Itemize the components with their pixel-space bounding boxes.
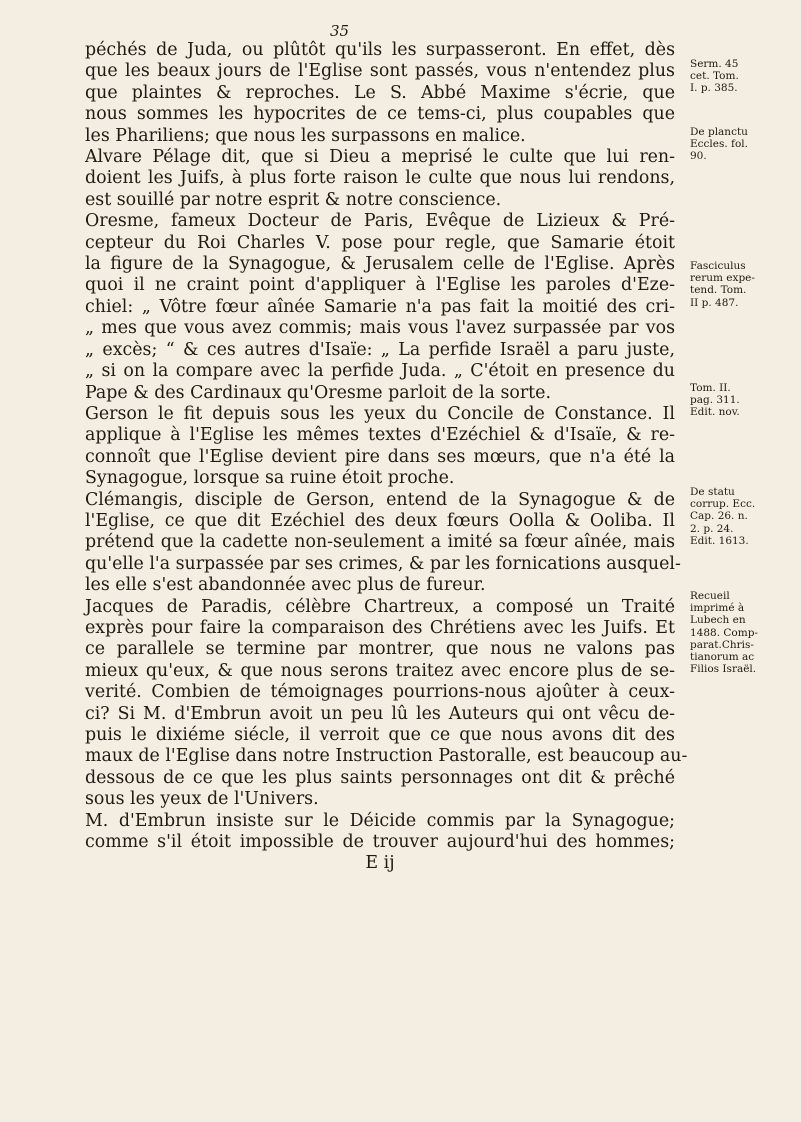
- text-line: les Phariliens; que nous les surpassons en malice.: [85, 125, 526, 146]
- margin-note-line: imprimé à: [690, 602, 745, 615]
- margin-note: [690, 260, 798, 309]
- margin-note: [690, 590, 798, 675]
- text-line: que plaintes & reproches. Le S. Abbé Maxime s'écrie, que: [85, 82, 675, 103]
- margin-note-line: cet. Tom.: [690, 70, 739, 83]
- margin-note-line: 90.: [690, 150, 707, 163]
- margin-note-line: Tom. II.: [690, 382, 731, 394]
- margin-note-line: Edit. 1613.: [690, 534, 749, 547]
- text-line: applique à l'Eglise les mêmes textes d'Ezéchiel & d'Isaïe, & re-: [85, 425, 675, 446]
- text-line: doient les Juifs, à plus forte raison le culte que nous lui rendons,: [85, 168, 675, 189]
- text-line: maux de l'Eglise dans notre Instruction Pastoralle, est beaucoup au-: [85, 746, 688, 767]
- margin-note-line: tend. Tom.: [690, 284, 747, 297]
- text-line: puis le dixiéme siécle, il verroit que ce que nous avons dit des: [85, 725, 675, 745]
- text-line: Jacques de Paradis, célèbre Chartreux, a composé un Traité: [85, 596, 675, 617]
- text-line: exprès pour faire la comparaison des Chrétiens avec les Juifs. Et: [85, 617, 675, 638]
- main-text: [85, 40, 688, 875]
- margin-note-line: pag. 311.: [690, 394, 740, 407]
- text-line: sous les yeux de l'Univers.: [85, 789, 319, 810]
- text-line: cepteur du Roi Charles V. pose pour regle, que Samarie étoit: [85, 232, 675, 253]
- text-line: verité. Combien de témoignages pourrions-nous ajoûter à ceux-: [85, 682, 675, 703]
- margin-note-line: tianorum ac: [690, 651, 755, 664]
- text-line: Oresme, fameux Docteur de Paris, Evêque de Lizieux & Pré-: [85, 211, 675, 232]
- text-line: comme s'il étoit impossible de trouver aujourd'hui des hommes;: [85, 832, 675, 853]
- margin-note: [690, 382, 798, 419]
- margin-note-line: rerum expe-: [690, 272, 755, 285]
- margin-note-line: Recueil: [690, 590, 730, 602]
- margin-note-line: 2. p. 24.: [690, 522, 734, 535]
- text-line: dessous de ce que les plus saints personnages ont dit & prêché: [85, 767, 675, 788]
- signature-mark: E ij: [365, 853, 395, 874]
- margin-note-line: De planctu: [690, 126, 748, 138]
- margin-note-line: corrup. Ecc.: [690, 498, 756, 511]
- text-line: est souillé par notre esprit & notre conscience.: [85, 189, 502, 210]
- margin-note-line: Eccles. fol.: [690, 138, 748, 151]
- margin-note-line: Fasciculus: [690, 260, 746, 272]
- text-line: connoît que l'Eglise devient pire dans ses mœurs, que n'a été la: [85, 446, 675, 467]
- margin-note-line: Cap. 26. n.: [690, 510, 748, 523]
- text-line: prétend que la cadette non-seulement a imité sa fœur aînée, mais: [85, 532, 675, 553]
- text-line: „ mes que vous avez commis; mais vous l'avez surpassée par vos: [85, 318, 675, 339]
- text-line: Pape & des Cardinaux qu'Oresme parloit de la sorte.: [85, 382, 551, 403]
- margin-note-line: Serm. 45: [690, 58, 739, 70]
- text-line: ci? Si M. d'Embrun avoit un peu lû les Auteurs qui ont vêcu de-: [85, 703, 675, 724]
- margin-note-line: Lubech en: [690, 614, 746, 627]
- margin-note-line: parat.Chris-: [690, 638, 754, 651]
- margin-note-line: 1488. Comp-: [690, 626, 758, 639]
- text-line: mieux qu'eux, & que nous serons traitez avec encore plus de se-: [85, 660, 675, 681]
- text-line: qu'elle l'a surpassée par ses crimes, & par les fornications ausquel-: [85, 553, 681, 574]
- margin-note-line: Filios Israël.: [690, 663, 757, 676]
- text-line: ce parallele se termine par montrer, que nous ne valons pas: [85, 639, 675, 660]
- text-line: nous sommes les hypocrites de ce tems-ci, plus coupables que: [85, 104, 675, 125]
- text-line: Synagogue, lorsque sa ruine étoit proche.: [85, 468, 455, 489]
- text-line: Gerson le fit depuis sous les yeux du Concile de Constance. Il: [85, 403, 675, 424]
- text-line: „ excès; “ & ces autres d'Isaïe: „ La perfide Israël a paru juste,: [85, 339, 675, 360]
- margin-note: [690, 58, 798, 95]
- text-line: l'Eglise, ce que dit Ezéchiel des deux fœurs Oolla & Ooliba. Il: [85, 510, 675, 531]
- text-line: que les beaux jours de l'Eglise sont passés, vous n'entendez plus: [85, 61, 675, 82]
- text-line: Alvare Pélage dit, que si Dieu a meprisé le culte que lui ren-: [85, 147, 675, 168]
- text-line: M. d'Embrun insiste sur le Déicide commis par la Synagogue;: [85, 810, 675, 831]
- margin-note-line: II p. 487.: [690, 296, 739, 309]
- text-line: péchés de Juda, ou plûtôt qu'ils les surpasseront. En effet, dès: [85, 40, 675, 60]
- text-line: „ si on la compare avec la perfide Juda. „ C'étoit en presence du: [85, 361, 675, 382]
- margin-note: [690, 486, 798, 547]
- text-line: chiel: „ Vôtre fœur aînée Samarie n'a pas fait la moitié des cri-: [85, 296, 675, 317]
- text-line: Clémangis, disciple de Gerson, entend de la Synagogue & de: [85, 489, 675, 510]
- margin-note-line: De statu: [690, 486, 735, 498]
- page-number: 35: [330, 22, 350, 40]
- text-line: la figure de la Synagogue, & Jerusalem celle de l'Eglise. Après: [85, 254, 675, 275]
- text-line: quoi il ne craint point d'appliquer à l'Eglise les paroles d'Eze-: [85, 275, 675, 296]
- text-line: les elle s'est abandonnée avec plus de fureur.: [85, 575, 486, 596]
- margin-note-line: I. p. 385.: [690, 82, 738, 95]
- margin-note-line: Edit. nov.: [690, 406, 740, 419]
- margin-note: [690, 126, 798, 163]
